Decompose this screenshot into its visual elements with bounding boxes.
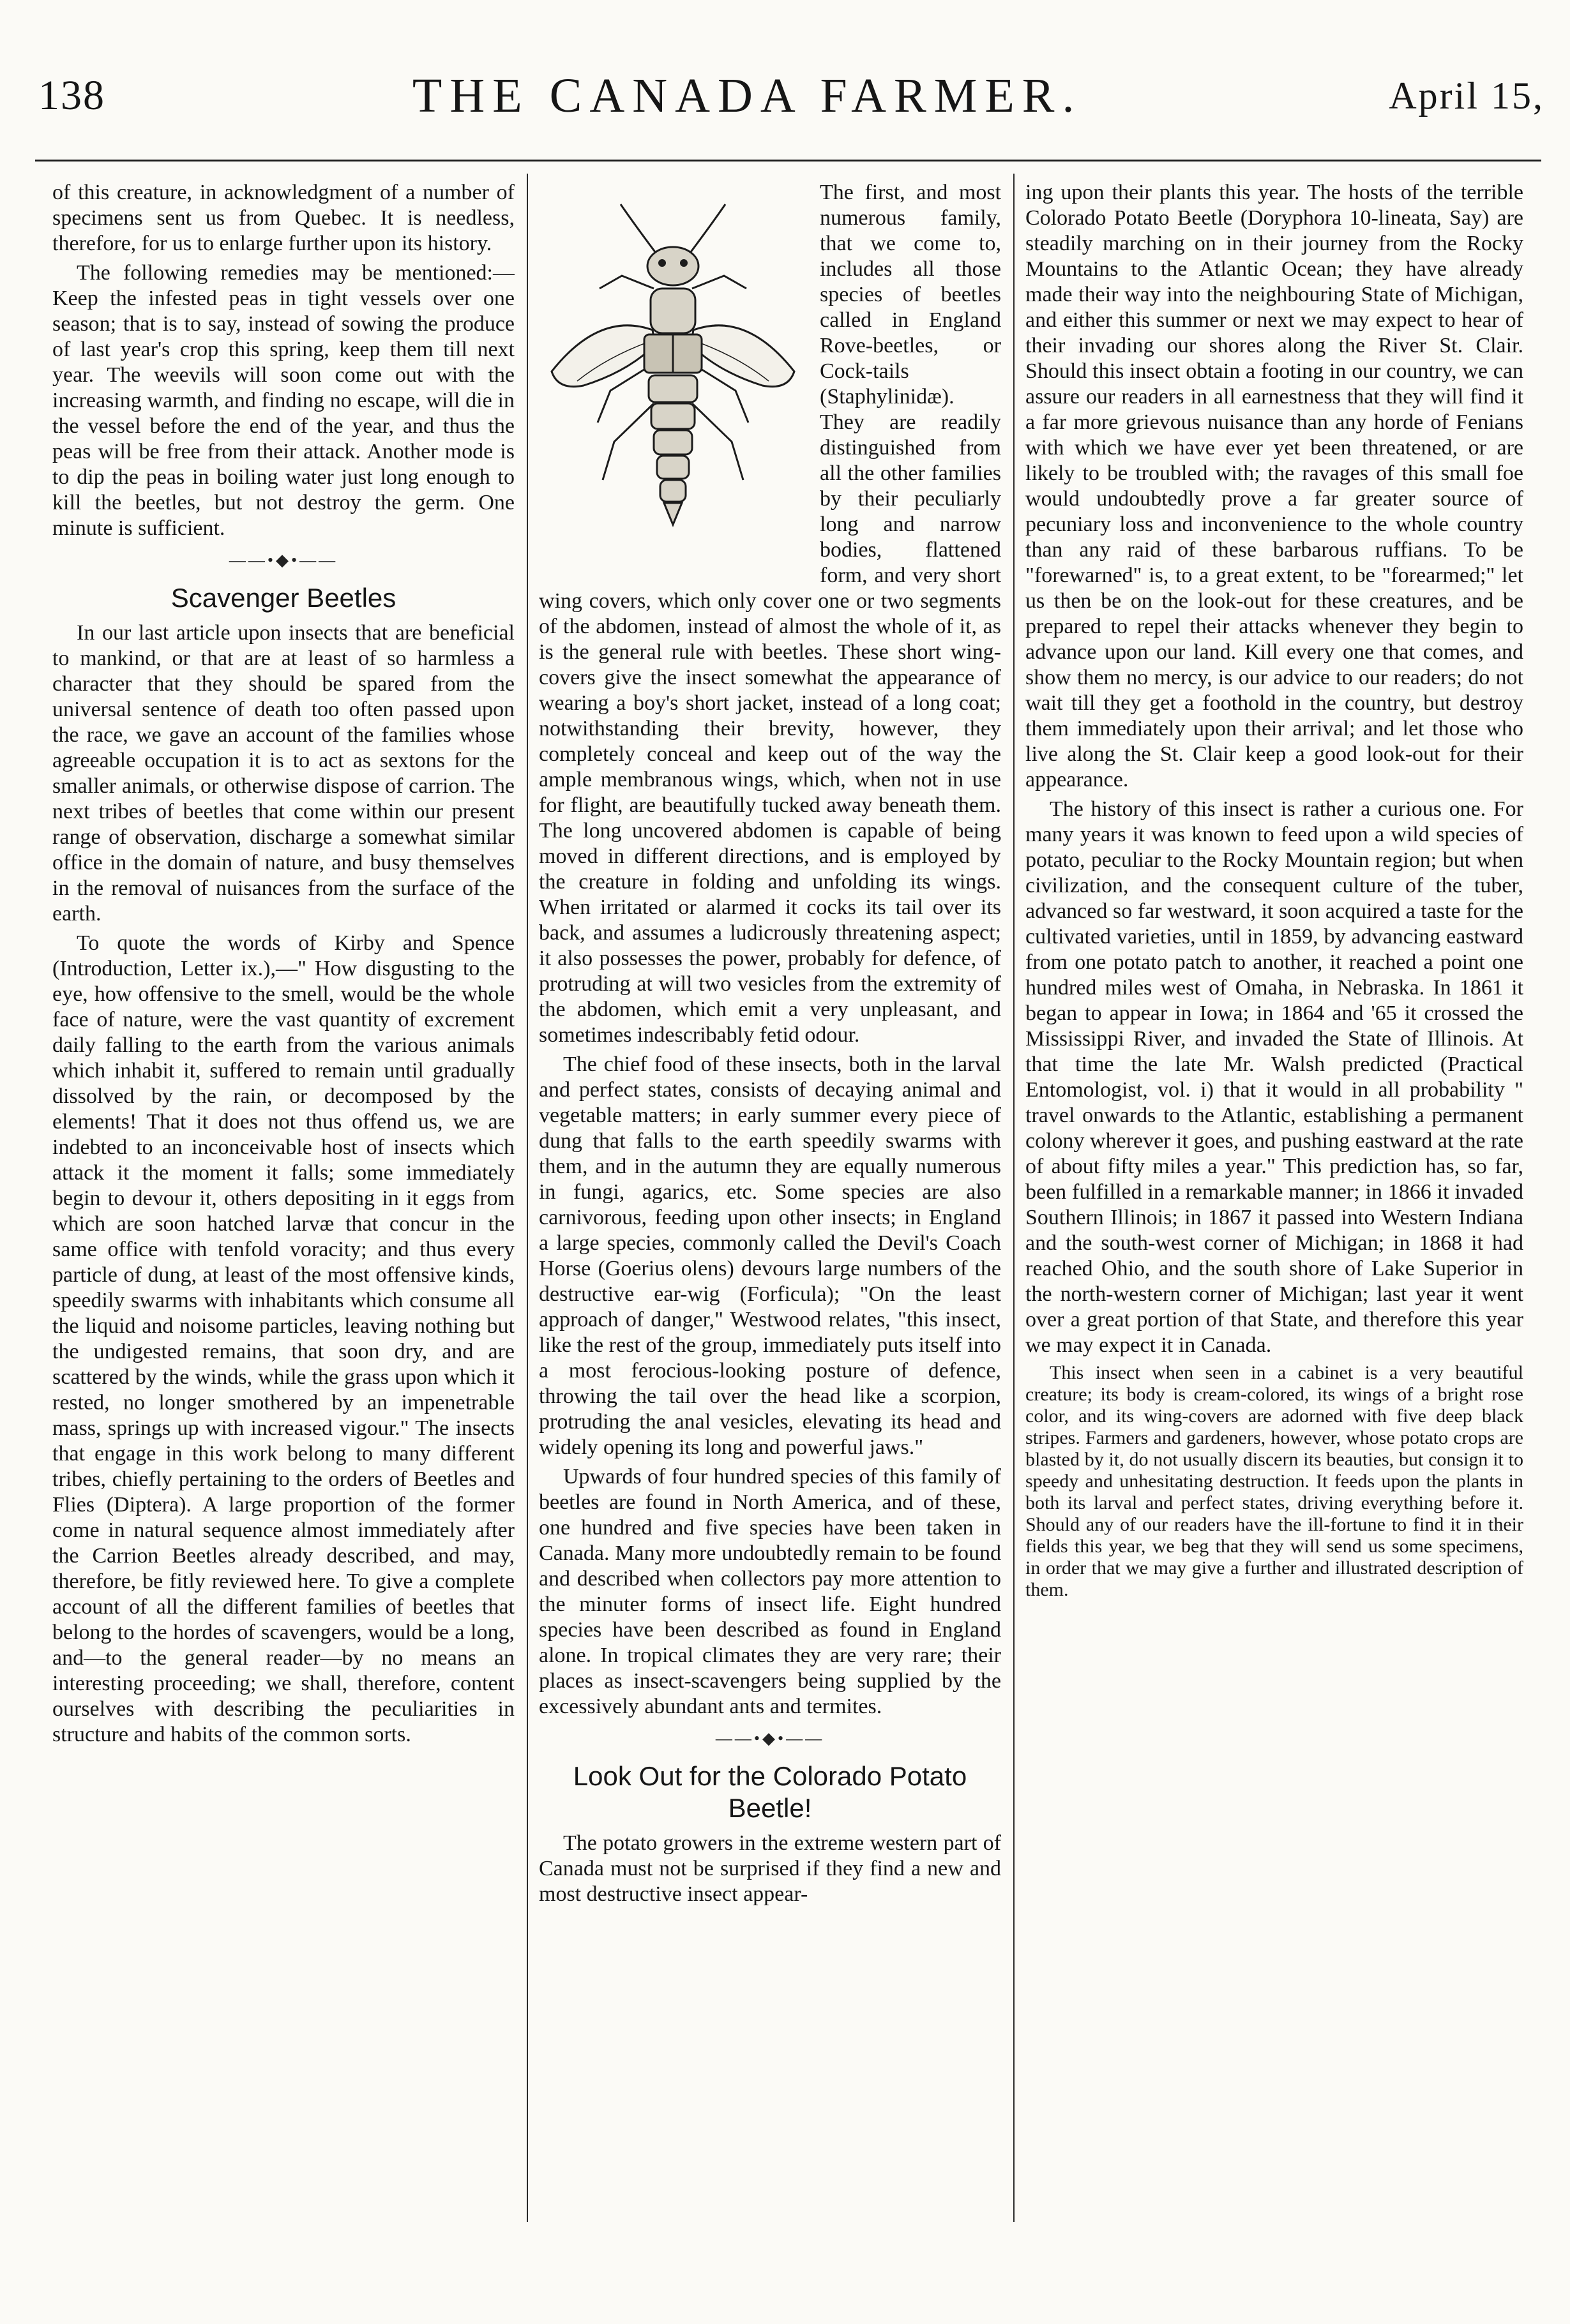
- paragraph: To quote the words of Kirby and Spence (Introduction, Letter ix.),—" How disgusting to the eye, how offensive to the smell, would be the whole face of nature, were the vast quantity of excrement daily falling to the earth from the various animals which inhabit it, suffered to remain until gradually dissolved by the rain, or decomposed by the elements! That it does not thus offend us, we are indebted to an inconceivable host of insects which attack it the moment it falls; some immediately begin to devour it, others depositing in it eggs from which are soon hatched larvæ that concur in the same office with tenfold voracity; and thus every particle of dung, at least of the most offensive kinds, speedily swarms with inhabitants which consume all the liquid and noisome particles, leaving nothing but the undigested remains, that soon dry, and are scattered by the winds, while the grass upon which it rested, no longer smothered by an impenetrable mass, springs up with increased vigour." The insects that engage in this work belong to many different tribes, chiefly pertaining to the orders of Beetles and Flies (Diptera). A large proportion of the former come in natural sequence almost immediately after the Carrion Beetles already described, and may, therefore, be fitly reviewed here. To give a complete account of all the different families of beetles that belong to the hordes of scavengers, would be a long, and—to the general reader—by no means an interesting proceeding; we shall, therefore, content ourselves with describing the peculiarities in structure and habits of the common sorts.: [52, 931, 515, 1746]
- column-rule-2: [1013, 174, 1015, 2222]
- paragraph: In our last article upon insects that are beneficial to mankind, or that are at least of so harmless a character that they should be spared from the universal sentence of death too often passed upon the race, we gave an account of the families whose agreeable occupation it is to act as sextons for the smaller animals, or otherwise dispose of carrion. The next tribes of beetles that come within our present range of observation, discharge a somewhat similar office in the domain of nature, and busy themselves in the removal of nuisances from the surface of the earth.: [52, 621, 515, 926]
- paragraph: The potato growers in the extreme western part of Canada must not be surprised if they find a new and most destructive insect appear-: [539, 1831, 1001, 1906]
- paragraph: The first, and most numerous family, that we come to, includes all those species of beetles called in England Rove-beetles, or Cock-tails (Staphylinidæ). They are readily distinguished from all the other families by their peculiarly long and narrow bodies, flattened form, and very short wing covers, which only cover one or two segments of the abdomen, instead of almost the whole of it, as is the general rule with beetles. These short wing-covers give the insect somewhat the appearance of wearing a boy's short jacket, instead of a long coat; notwithstanding their brevity, however, they completely conceal and keep out of the way the ample membranous wings, which, when not in use for flight, are beautifully tucked away beneath them. The long uncovered abdomen is capable of being moved in different directions, and is employed by the creature in folding and unfolding its wings. When irritated or alarmed it cocks its tail over its back, and assumes a ludicrously threatening aspect; it also possesses the power, probably for defence, of protruding at will two vesicles from the extremity of the abdomen, which emit a very unpleasant, and sometimes indescribably fetid odour.: [539, 181, 1001, 1047]
- column-3: [1025, 180, 1523, 2222]
- article-heading-colorado-potato-beetle: Look Out for the Colorado Potato Beetle!: [573, 1761, 967, 1823]
- masthead-title: THE CANADA FARMER.: [412, 68, 1082, 123]
- header-rule: [35, 160, 1541, 161]
- column-2: [539, 180, 1001, 2222]
- paragraph: The history of this insect is rather a curious one. For many years it was known to feed upon a wild species of potato, peculiar to the Rocky Mountain region; but when civilization, and the consequent culture of the tuber, advanced so far westward, it soon acquired a taste for the cultivated varieties, until in 1859, by advancing eastward from one potato patch to another, it reached a point one hundred miles west of Omaha, in Nebraska. In 1861 it began to appear in Iowa; in 1864 and '65 it crossed the Mississippi River, and invaded the State of Illinois. At that time the late Mr. Walsh predicted (Practical Entomologist, vol. i) that it would in all probability " travel onwards to the Atlantic, establishing a permanent colony wherever it goes, and pushing eastward at the rate of about fifty miles a year." This prediction has, so far, been fulfilled in a remarkable manner; in 1866 it invaded Southern Illinois; in 1867 it passed into Western Indiana and the south-west corner of Michigan; in 1868 it had reached Ohio, and the south shore of Lake Superior in the north-western corner of Michigan; last year it went over a great portion of that State, and therefore this year we may expect it in Canada.: [1025, 797, 1523, 1357]
- paragraph: The following remedies may be mentioned:— Keep the infested peas in tight vessels over one season; that is to say, instead of sowing the produce of last year's crop this spring, keep them till next year. The weevils will soon come out with the increasing warmth, and finding no escape, will die in the vessel before the end of the year, and thus the peas will be free from their attack. Another mode is to dip the peas in boiling water just long enough to kill the beetles, but not destroy the germ. One minute is sufficient.: [52, 261, 515, 540]
- rove-beetle-illustration: [539, 180, 807, 573]
- paragraph: of this creature, in acknowledgment of a number of specimens sent us from Quebec. It is needless, therefore, for us to enlarge further upon its history.: [52, 181, 515, 255]
- section-ornament: ——•◆•——: [229, 551, 338, 569]
- page-header: [38, 61, 1544, 131]
- column-1: [52, 180, 515, 2222]
- paragraph: ing upon their plants this year. The hosts of the terrible Colorado Potato Beetle (Doryphora 10-lineata, Say) are steadily marching on in their journey from the Rocky Mountains to the Atlantic Ocean; they have already made their way into the neighbouring State of Michigan, and either this summer or next we may expect to hear of their invading our shores along the River St. Clair. Should this insect obtain a footing in our country, we can assure our readers in all earnestness that they will find it a far more grievous nuisance than any horde of Fenians with which we have ever yet been threatened, or are likely to be troubled with; the ravages of this small foe would undoubtedly prove a far greater source of pecuniary loss and inconvenience to the whole country than any raid of these barbarous ruffians. To be "forewarned" is, to a great extent, to be "forearmed;" let us then be on the look-out for these creatures, and be prepared to repel their attacks whenever they begin to advance upon our land. Kill every one that comes, and show them no mercy, is our advice to our readers; do not wait till they get a foothold in the country, but destroy them immediately upon their arrival; and let those who live along the St. Clair keep a good look-out for their appearance.: [1025, 181, 1523, 791]
- paragraph: This insect when seen in a cabinet is a very beautiful creature; its body is cream-colored, its wings of a bright rose color, and its wing-covers are adorned with five deep black stripes. Farmers and gardeners, however, whose potato crops are blasted by it, do not usually discern its beauties, but consign it to speedy and unhesitating destruction. It feeds upon the plants in both its larval and perfect states, driving everything before it. Should any of our readers have the ill-fortune to find it in their fields this year, we beg that they will send us some specimens, in order that we may give a further and illustrated description of them.: [1025, 1362, 1523, 1600]
- paragraph: Upwards of four hundred species of this family of beetles are found in North America, and of these, one hundred and five species have been taken in Canada. Many more undoubtedly remain to be found and described when collectors pay more attention to the minuter forms of insect life. Eight hundred species have been described as found in England alone. In tropical climates they are very rare; their places as insect-scavengers being supplied by the excessively abundant ants and termites.: [539, 1465, 1001, 1718]
- article-heading-scavenger-beetles: Scavenger Beetles: [170, 583, 396, 613]
- page-number: 138: [38, 72, 105, 119]
- issue-date: April 15,: [1389, 74, 1544, 117]
- column-rule-1: [527, 174, 528, 2222]
- section-ornament: ——•◆•——: [715, 1729, 825, 1748]
- paragraph: The chief food of these insects, both in the larval and perfect states, consists of decaying animal and vegetable matters; in early summer every piece of dung that falls to the earth speedily swarms with them, and in the autumn they are equally numerous in fungi, agarics, etc. Some species are also carnivorous, feeding upon other insects; in England a large species, commonly called the Devil's Coach Horse (Goerius olens) devours large numbers of the destructive ear-wig (Forficula); "On the least approach of danger," Westwood relates, "this insect, like the rest of the group, immediately puts itself into a most ferocious-looking posture of defence, throwing the tail over the head like a scorpion, protruding the anal vesicles, elevating its head and widely opening its long and powerful jaws.": [539, 1053, 1001, 1459]
